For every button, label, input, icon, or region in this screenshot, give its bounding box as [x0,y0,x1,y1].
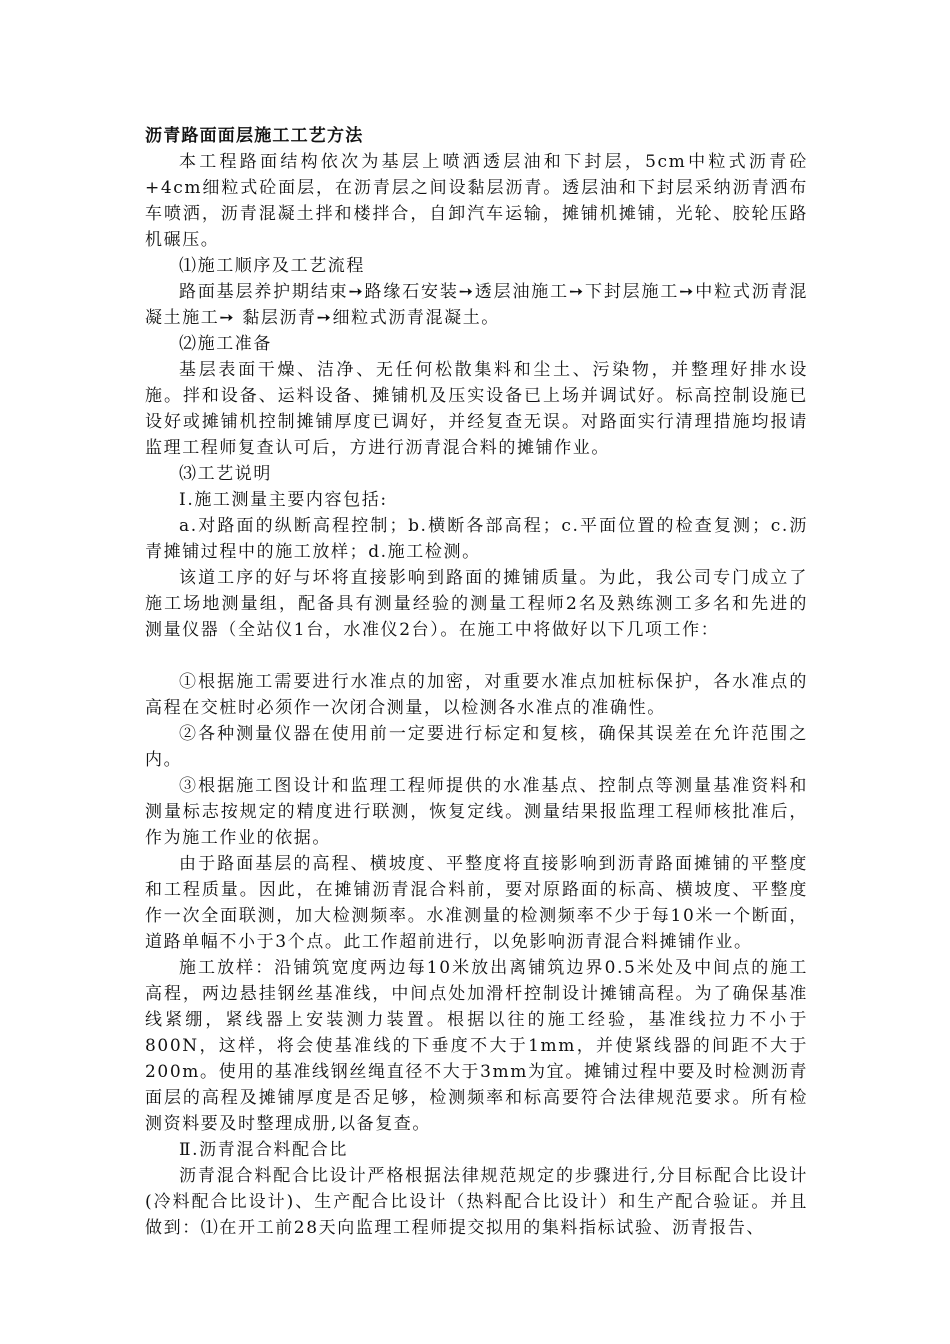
heading-construction-sequence: ⑴施工顺序及工艺流程 [179,256,365,276]
paragraph-mix-design: 沥青混合料配合比设计严格根据法律规范规定的步骤进行,分目标配合比设计(冷料配合比设计)、生产配合比设计（热料配合比设计）和生产配合验证。并且做到：⑴在开工前28天向监理工程师提交拟用的集料指标试验、沥青报告、 [145,1166,808,1238]
paragraph-base-survey: 由于路面基层的高程、横坡度、平整度将直接影响到沥青路面摊铺的平整度和工程质量。因此，在摊铺沥青混合料前，要对原路面的标高、横坡度、平整度作一次全面联测，加大检测频率。水准测量的检测频率不少于每10米一个断面，道路单幅不小于3个点。此工作超前进行，以免影响沥青混合料摊铺作业。 [145,854,808,952]
paragraph-survey-items: a.对路面的纵断高程控制；b.横断各部高程；c.平面位置的检查复测；c.沥青摊铺过程中的施工放样；d.施工检测。 [145,516,808,562]
heading-survey-content: Ⅰ.施工测量主要内容包括: [179,490,388,510]
blank-line [145,643,808,669]
heading-process-description: ⑶工艺说明 [179,464,272,484]
document-page [145,123,808,1241]
paragraph-process-flow: 路面基层养护期结束➙路缘石安装➙透层油施工➙下封层施工➙中粒式沥青混凝土施工➙ 黏层沥青➙细粒式沥青混凝土。 [145,282,808,328]
document-title: 沥青路面面层施工工艺方法 [145,126,364,146]
paragraph-survey-importance: 该道工序的好与坏将直接影响到路面的摊铺质量。为此，我公司专门成立了施工场地测量组，配备具有测量经验的测量工程师2名及熟练测工多名和先进的测量仪器（全站仪1台，水准仪2台）。在施工中将做好以下几项工作： [145,568,808,640]
paragraph-preparation: 基层表面干燥、洁净、无任何松散集料和尘土、污染物，并整理好排水设施。拌和设备、运料设备、摊铺机及压实设备已上场并调试好。标高控制设施已设好或摊铺机控制摊铺厚度已调好，并经复查无误。对路面实行清理措施均报请监理工程师复查认可后，方进行沥青混合料的摊铺作业。 [145,360,808,458]
heading-mix-design: Ⅱ.沥青混合料配合比 [179,1140,348,1160]
heading-construction-preparation: ⑵施工准备 [179,334,272,354]
paragraph-item-1: ①根据施工需要进行水准点的加密，对重要水准点加桩标保护，各水准点的高程在交桩时必须作一次闭合测量，以检测各水准点的准确性。 [145,672,808,718]
paragraph-item-2: ②各种测量仪器在使用前一定要进行标定和复核，确保其误差在允许范围之内。 [145,724,808,770]
paragraph-staking-out: 施工放样：沿铺筑宽度两边每10米放出离铺筑边界0.5米处及中间点的施工高程，两边悬挂钢丝基准线，中间点处加滑杆控制设计摊铺高程。为了确保基准线紧绷，紧线器上安装测力装置。根据以往的施工经验，基准线拉力不小于800N，这样，将会使基准线的下垂度不大于1mm，并使紧线器的间距不大于200m。使用的基准线钢丝绳直径不大于3mm为宜。摊铺过程中要及时检测沥青面层的高程及摊铺厚度是否足够，检测频率和标高要符合法律规范要求。所有检测资料要及时整理成册,以备复查。 [145,958,808,1134]
paragraph-intro: 本工程路面结构依次为基层上喷洒透层油和下封层，5cm中粒式沥青砼+4cm细粒式砼面层，在沥青层之间设黏层沥青。透层油和下封层采纳沥青洒布车喷洒，沥青混凝土拌和楼拌合，自卸汽车运输，摊铺机摊铺，光轮、胶轮压路机碾压。 [145,152,808,250]
paragraph-item-3: ③根据施工图设计和监理工程师提供的水准基点、控制点等测量基准资料和测量标志按规定的精度进行联测，恢复定线。测量结果报监理工程师核批准后，作为施工作业的依据。 [145,776,808,848]
